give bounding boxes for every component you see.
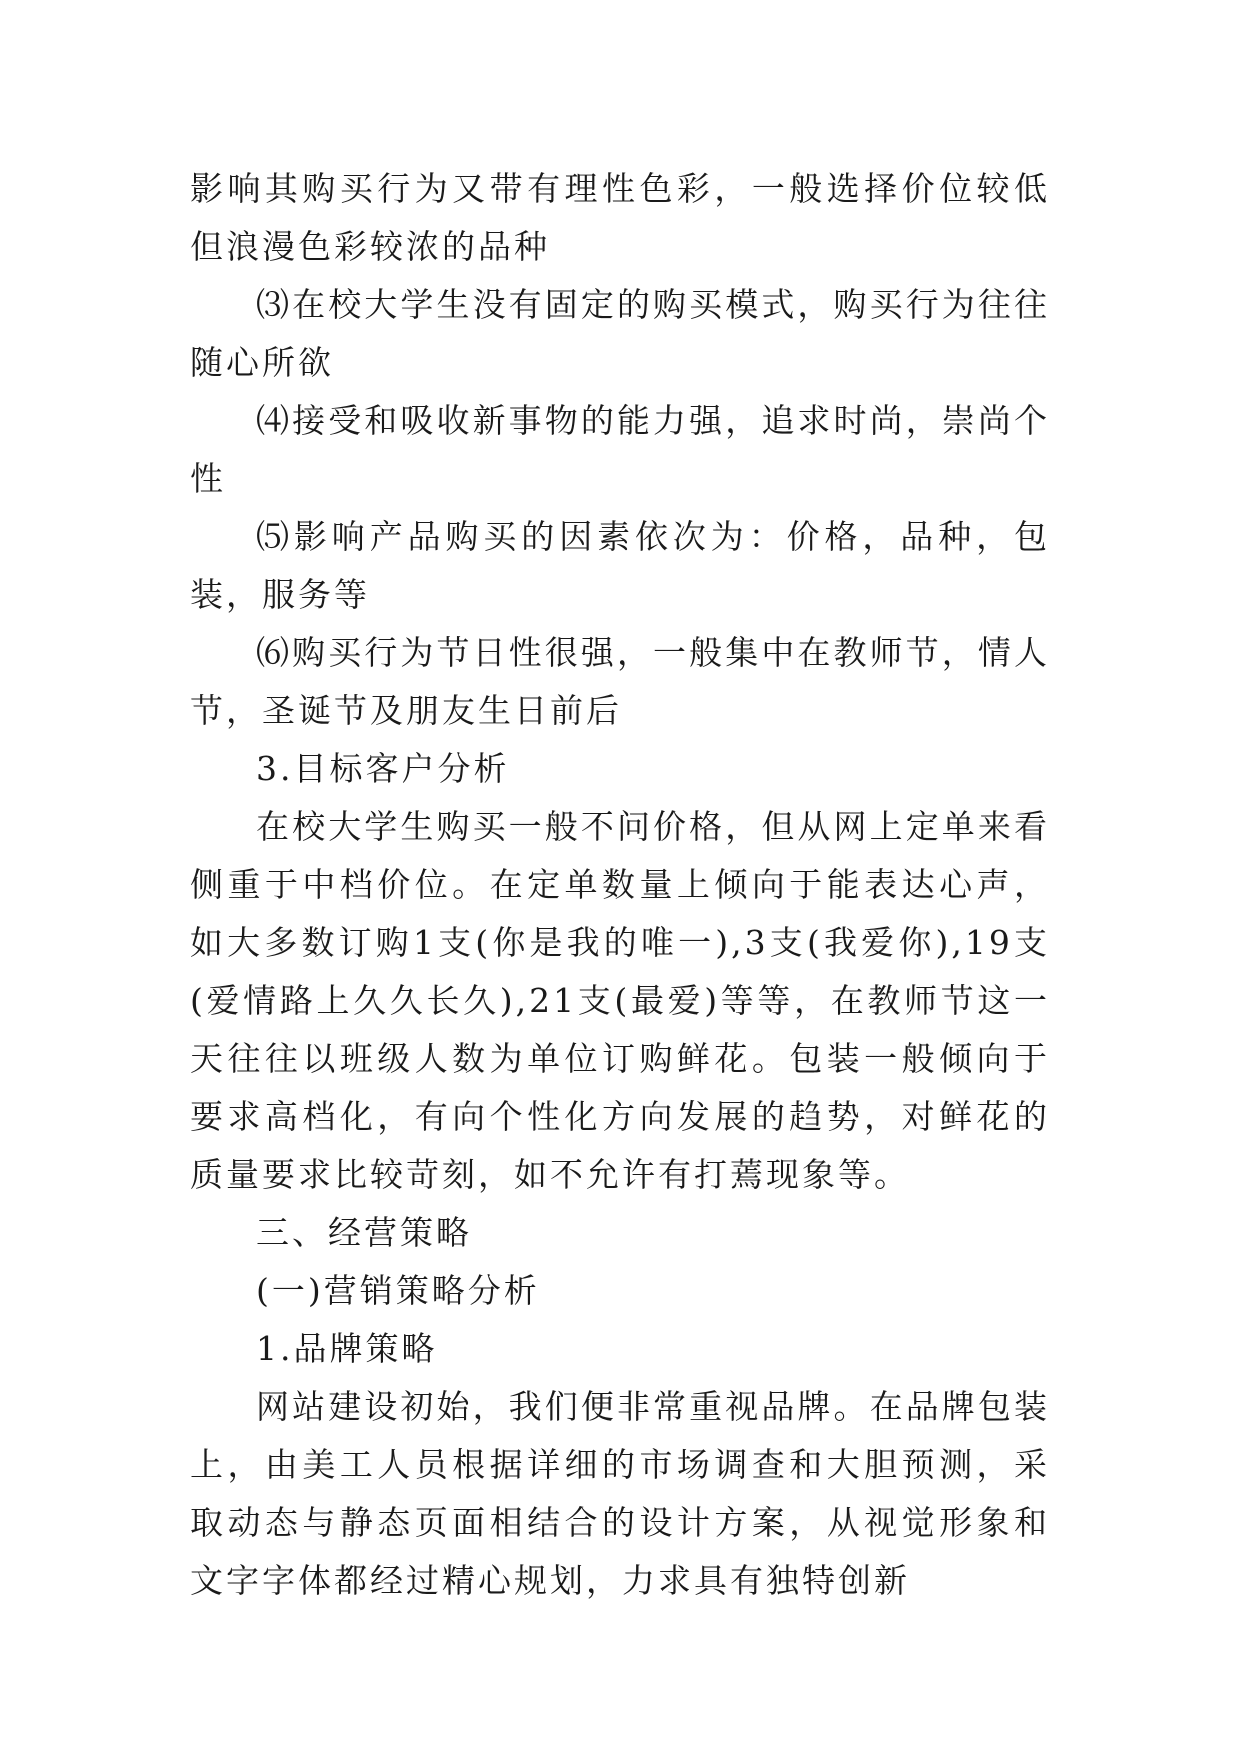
paragraph-target-customers: 在校大学生购买一般不问价格，但从网上定单来看侧重于中档价位。在定单数量上倾向于能表达心声，如大多数订购1支(你是我的唯一),3支(我爱你),19支(爱情路上久久长久),21支(最爱)等等，在教师节这一天往往以班级人数为单位订购鲜花。包装一般倾向于要求高档化，有向个性化方向发展的趋势，对鲜花的质量要求比较苛刻，如不允许有打蔫现象等。 xyxy=(190,807,1050,1194)
paragraph-5: ⑹购买行为节日性很强，一般集中在教师节，情人节，圣诞节及朋友生日前后 xyxy=(190,633,1050,730)
section-heading-target-customers: 3.目标客户分析 xyxy=(256,749,510,788)
document-page xyxy=(190,160,1050,1610)
paragraph-3: ⑷接受和吸收新事物的能力强，追求时尚，崇尚个性 xyxy=(190,401,1050,498)
paragraph-1: 影响其购买行为又带有理性色彩，一般选择价位较低但浪漫色彩较浓的品种 xyxy=(190,169,1050,266)
subsection-heading-brand: 1.品牌策略 xyxy=(256,1329,438,1368)
paragraph-2: ⑶在校大学生没有固定的购买模式，购买行为往往随心所欲 xyxy=(190,285,1050,382)
subsection-heading-marketing: (一)营销策略分析 xyxy=(256,1271,540,1310)
paragraph-brand: 网站建设初始，我们便非常重视品牌。在品牌包装上，由美工人员根据详细的市场调查和大胆预测，采取动态与静态页面相结合的设计方案，从视觉形象和文字字体都经过精心规划，力求具有独特创新 xyxy=(190,1387,1050,1600)
section-heading-strategy: 三、经营策略 xyxy=(256,1213,472,1252)
paragraph-4: ⑸影响产品购买的因素依次为：价格，品种，包装，服务等 xyxy=(190,517,1050,614)
